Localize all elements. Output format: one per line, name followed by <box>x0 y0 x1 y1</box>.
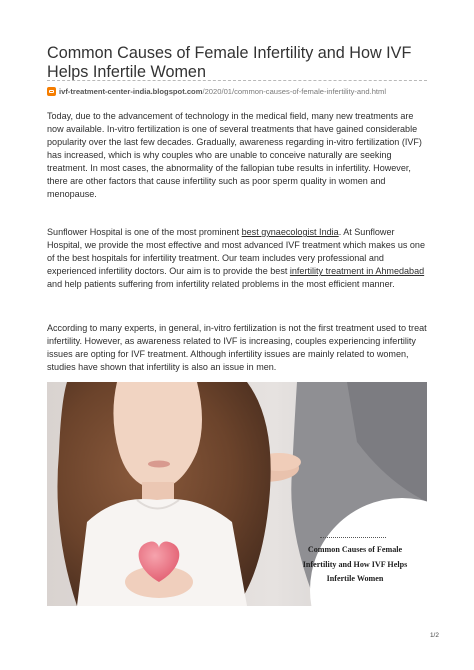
page-title: Common Causes of Female Infertility and How IVF Helps Infertile Women <box>47 44 412 81</box>
url-path: /2020/01/common-causes-of-female-infertility-and.html <box>202 86 387 96</box>
link-best-gynaecologist-india[interactable]: best gynaecologist India <box>241 227 339 237</box>
image-caption: Common Causes of Female Infertility and How IVF Helps Infertile Women <box>302 545 408 584</box>
paragraph-2-text-b: . At Sunflower Hospital, we provide the most effective and most advanced IVF treatment which makes us one of the best hospitals for infertility treatment. Our team includes very professional and experienced infertility doctors. Our aim is to provide the best <box>47 227 425 277</box>
paragraph-1: Today, due to the advancement of technology in the medical field, many new treatments are now available. In-vitro fertilization is one of several treatments that have gained considerable popularity over the last few decades. Gradually, awareness regarding in-vitro fertilization (IVF) has increased, which is why couples who are unable to conceive naturally are seeking treatment. In most cases, the abnormality of the fallopian tube results in infertility. However, there are other factors that cause infertility such as poor sperm quality in women and menopause. <box>47 111 422 200</box>
link-infertility-treatment-ahmedabad[interactable]: infertility treatment in Ahmedabad <box>289 266 425 277</box>
blogger-icon <box>47 87 56 96</box>
paragraph-2-text-c: and help patients suffering from infertility related problems in the most efficient manner. <box>47 279 395 290</box>
page-number: 1/2 <box>430 632 439 639</box>
paragraph-2 <box>47 226 431 291</box>
url-domain: ivf-treatment-center-india.blogspot.com <box>59 86 203 96</box>
paragraph-2-text-a: Sunflower Hospital is one of the most prominent <box>47 227 242 237</box>
title-divider <box>47 80 427 81</box>
source-url[interactable] <box>59 87 386 96</box>
paragraph-3: According to many experts, in general, in-vitro fertilization is not the first treatment used to treat infertility. However, as awareness related to IVF is increasing, couples experiencing infertility issues are opting for IVF treatment. Although infertility issues are mainly related to women, studies have shown that infertility is also an issue in men. <box>47 323 427 373</box>
caption-dotted-line <box>320 537 386 538</box>
source-url-row <box>47 85 386 97</box>
